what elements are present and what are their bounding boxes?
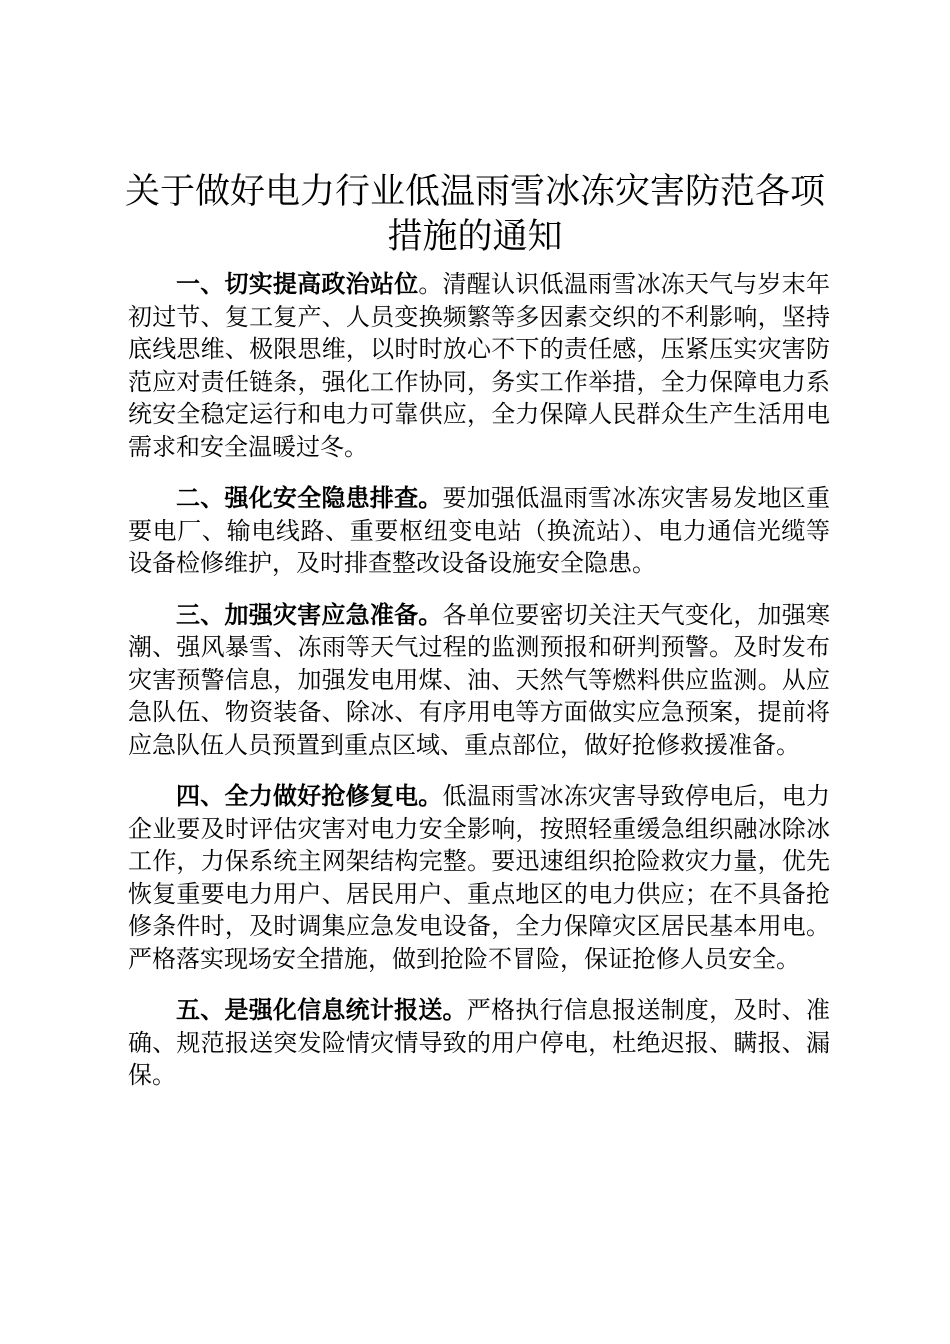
paragraph-heading: 二、强化安全隐患排查。 (176, 483, 443, 512)
paragraph-heading: 四、全力做好抢修复电。 (176, 781, 443, 810)
paragraph-text: 低温雨雪冰冻灾害导致停电后，电力企业要及时评估灾害对电力安全影响，按照轻重缓急组织融冰除冰工作，力保系统主网架结构完整。要迅速组织抢险救灾力量，优先恢复重要电力用户、居民用户、重点地区的电力供应；在不具备抢修条件时，及时调集应急发电设备，全力保障灾区居民基本用电。严格落实现场安全措施，做到抢险不冒险，保证抢修人员安全。 (128, 782, 831, 973)
paragraph-3 (128, 599, 830, 762)
paragraph-heading: 三、加强灾害应急准备。 (176, 599, 443, 629)
paragraph-text: 各单位要密切关注天气变化，加强寒潮、强风暴雪、冻雨等天气过程的监测预报和研判预警。及时发布灾害预警信息，加强发电用煤、油、天然气等燃料供应监测。从应急队伍、物资装备、除冰、有序用电等方面做实应急预案，提前将应急队伍人员预置到重点区域、重点部位，做好抢修救援准备。 (128, 600, 831, 759)
paragraph-text: 。清醒认识低温雨雪冰冻天气与岁末年初过节、复工复产、人员变换频繁等多因素交织的不利影响，坚持底线思维、极限思维，以时时放心不下的责任感，压紧压实灾害防范应对责任链条，强化工作协同，务实工作举措，全力保障电力系统安全稳定运行和电力可靠供应，全力保障人民群众生产生活用电需求和安全温暖过冬。 (128, 270, 831, 461)
paragraph-text: 严格执行信息报送制度，及时、准确、规范报送突发险情灾情导致的用户停电，杜绝迟报、瞒报、漏保。 (128, 996, 831, 1089)
paragraph-2 (128, 482, 830, 580)
paragraph-5 (128, 994, 830, 1092)
paragraph-heading: 一、切实提高政治站位 (176, 269, 419, 298)
document-body (128, 268, 830, 1111)
paragraph-text: 要加强低温雨雪冰冻灾害易发地区重要电厂、输电线路、重要枢纽变电站（换流站）、电力通信光缆等设备检修维护，及时排查整改设备设施安全隐患。 (128, 484, 831, 577)
document-title: 关于做好电力行业低温雨雪冰冻灾害防范各项措施的通知 (124, 172, 825, 257)
paragraph-4 (128, 780, 830, 975)
paragraph-heading: 五、是强化信息统计报送。 (176, 995, 467, 1024)
paragraph-1 (128, 268, 830, 463)
